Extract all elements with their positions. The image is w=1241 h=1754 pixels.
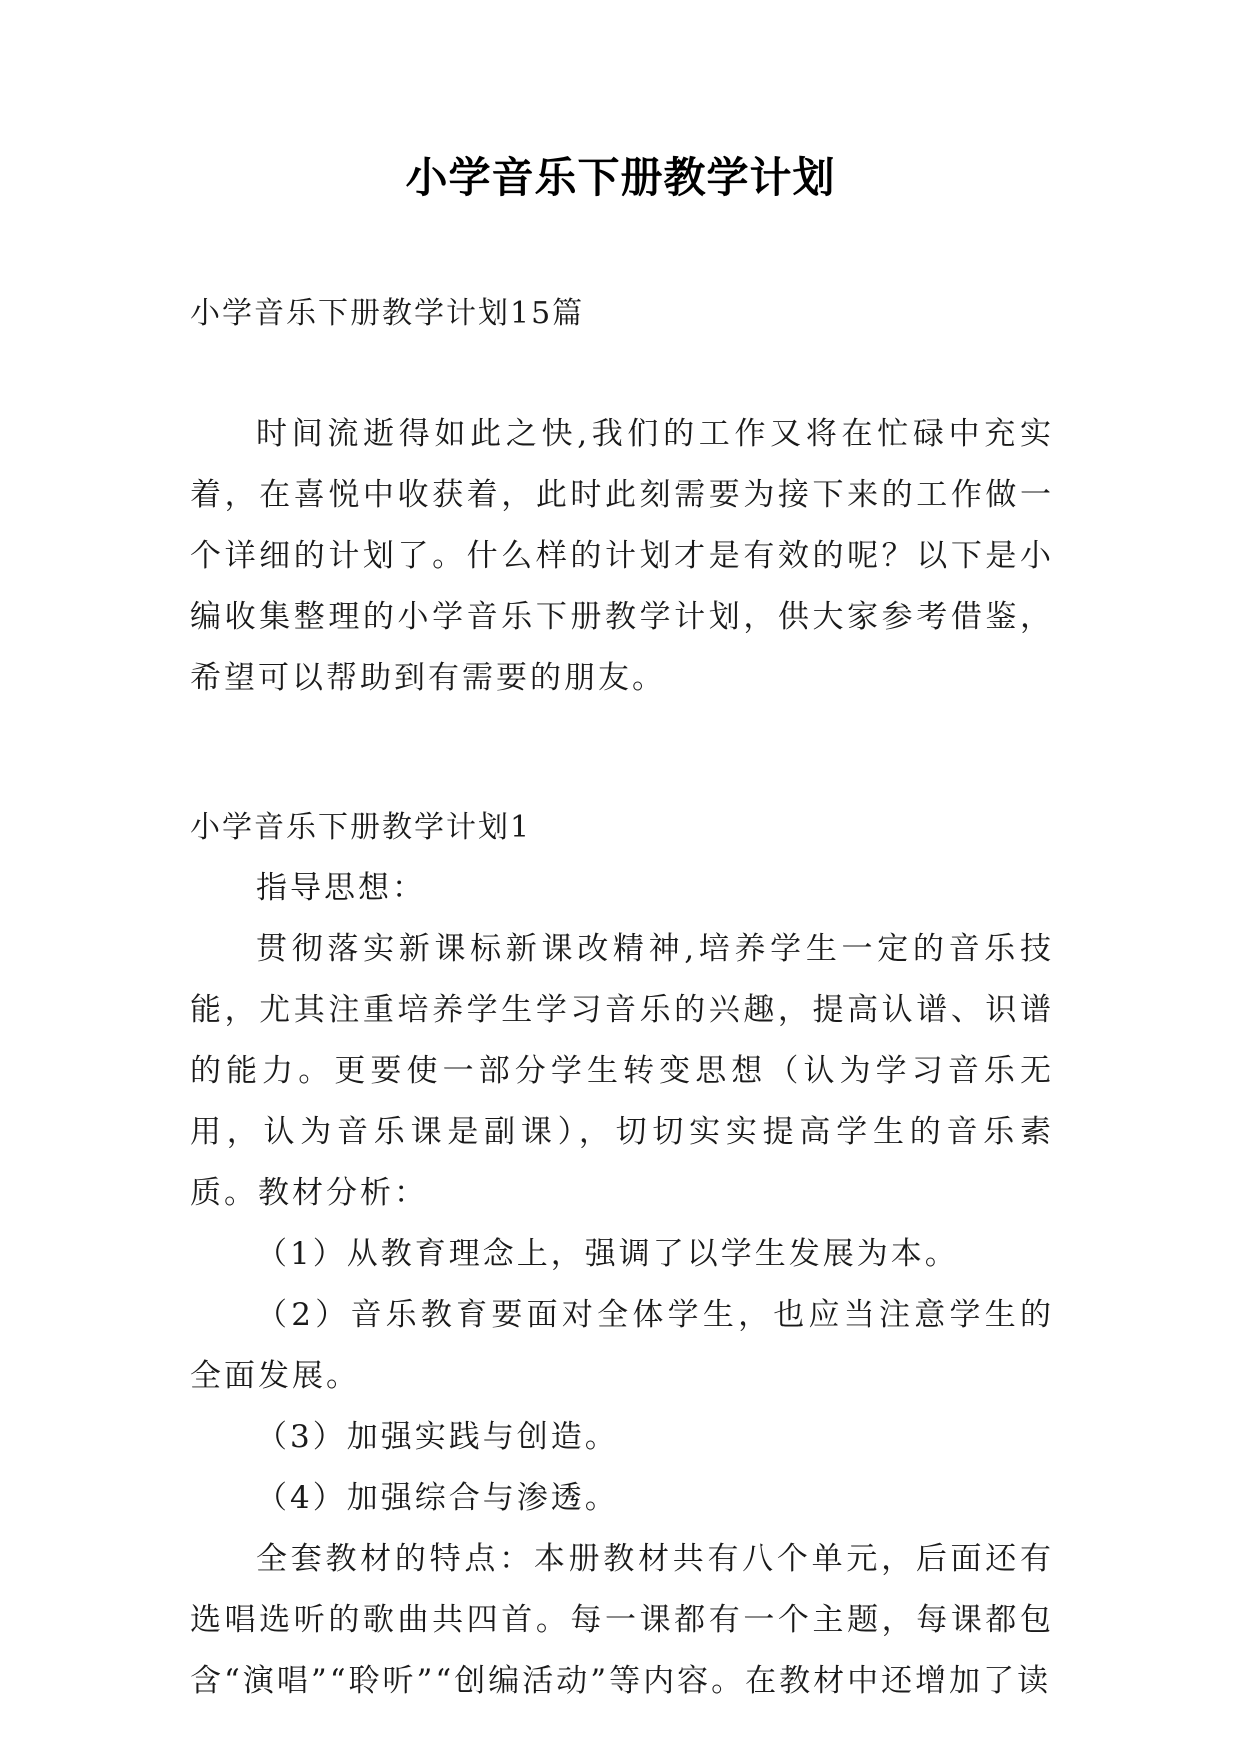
- guiding-paragraph: 贯彻落实新课标新课改精神,培养学生一定的音乐技能，尤其注重培养学生学习音乐的兴趣，提高认谱、识谱的能力。更要使一部分学生转变思想（认为学习音乐无用，认为音乐课是副课），切切实实提高学生的音乐素质。教材分析：: [190, 931, 1054, 1211]
- intro-paragraph: 时间流逝得如此之快,我们的工作又将在忙碌中充实着，在喜悦中收获着，此时此刻需要为接下来的工作做一个详细的计划了。什么样的计划才是有效的呢？以下是小编收集整理的小学音乐下册教学计划，供大家参考借鉴，希望可以帮助到有需要的朋友。: [190, 416, 1054, 696]
- document-title: 小学音乐下册教学计划: [405, 153, 836, 202]
- document-body: [190, 404, 1054, 1712]
- list-item: （1）从教育理念上，强调了以学生发展为本。: [256, 1236, 959, 1272]
- list-item: （3）加强实践与创造。: [256, 1419, 619, 1455]
- list-item: （2）音乐教育要面对全体学生，也应当注意学生的全面发展。: [190, 1297, 1054, 1394]
- section-heading: 小学音乐下册教学计划1: [190, 810, 532, 845]
- list-item: （4）加强综合与渗透。: [256, 1480, 619, 1516]
- document-subtitle: 小学音乐下册教学计划15篇: [190, 296, 585, 331]
- features-paragraph: 全套教材的特点：本册教材共有八个单元，后面还有选唱选听的歌曲共四首。每一课都有一个主题，每课都包含“演唱”“聆听”“创编活动”等内容。在教材中还增加了读: [190, 1541, 1054, 1699]
- guiding-label: 指导思想：: [256, 870, 426, 906]
